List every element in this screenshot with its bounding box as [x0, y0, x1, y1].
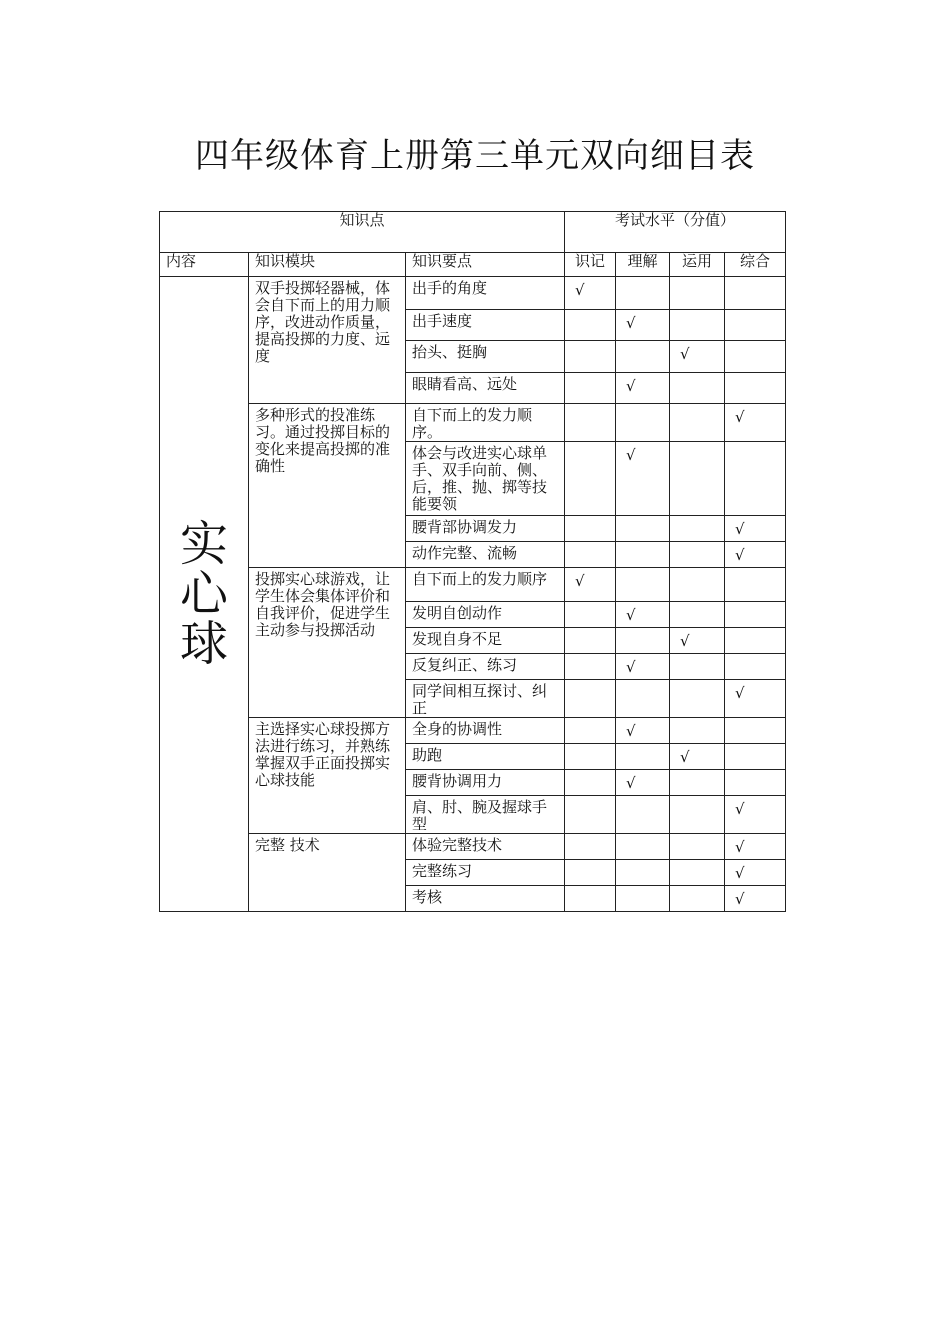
header-row-2: [160, 253, 786, 277]
module-cell: 完整 技术: [249, 834, 406, 912]
level-cell: [565, 718, 616, 744]
module-cell: 主选择实心球投掷方法进行练习，并熟练掌握双手正面投掷实心球技能: [249, 718, 406, 834]
level-cell: [670, 568, 725, 602]
spec-table: [159, 211, 786, 912]
level-cell: [670, 404, 725, 442]
module-cell: 多种形式的投准练习。通过投掷目标的变化来提高投掷的准确性: [249, 404, 406, 568]
level-cell: [725, 442, 786, 516]
level-cell: [670, 834, 725, 860]
point-cell: 自下而上的发力顺序。: [406, 404, 565, 442]
check-mark: √: [626, 377, 636, 395]
point-cell: 眼睛看高、远处: [406, 373, 565, 404]
table-row: [160, 404, 786, 442]
check-mark: √: [626, 606, 636, 624]
level-cell: [565, 568, 616, 602]
point-cell: 动作完整、流畅: [406, 542, 565, 568]
check-mark: √: [626, 658, 636, 676]
point-cell: 考核: [406, 886, 565, 912]
level-cell: [565, 680, 616, 718]
level-cell: [616, 404, 670, 442]
level-cell: [616, 654, 670, 680]
level-cell: [565, 373, 616, 404]
level-cell: [616, 568, 670, 602]
level-cell: [670, 886, 725, 912]
header-points: 知识要点: [406, 253, 565, 277]
check-mark: √: [735, 864, 745, 882]
table-row: [160, 718, 786, 744]
table-row: [160, 834, 786, 860]
check-mark: √: [680, 345, 690, 363]
level-cell: [670, 680, 725, 718]
point-cell: 发现自身不足: [406, 628, 565, 654]
header-knowledge: 知识点: [160, 212, 565, 253]
check-mark: √: [575, 281, 585, 299]
level-cell: [670, 744, 725, 770]
level-cell: [616, 744, 670, 770]
level-cell: [670, 310, 725, 341]
level-cell: [725, 834, 786, 860]
level-cell: [565, 860, 616, 886]
level-cell: [670, 442, 725, 516]
level-cell: [616, 886, 670, 912]
point-cell: 体验完整技术: [406, 834, 565, 860]
point-cell: 出手速度: [406, 310, 565, 341]
level-cell: [565, 628, 616, 654]
header-module: 知识模块: [249, 253, 406, 277]
level-cell: [670, 516, 725, 542]
level-cell: [616, 442, 670, 516]
level-cell: [725, 277, 786, 310]
level-cell: [725, 744, 786, 770]
header-exam-level: 考试水平（分值）: [565, 212, 786, 253]
level-cell: [565, 796, 616, 834]
level-cell: [565, 770, 616, 796]
level-cell: [565, 886, 616, 912]
level-cell: [565, 654, 616, 680]
level-cell: [725, 796, 786, 834]
point-cell: 发明自创动作: [406, 602, 565, 628]
point-cell: 腰背协调用力: [406, 770, 565, 796]
level-cell: [616, 341, 670, 373]
header-apply: 运用: [670, 253, 725, 277]
level-cell: [565, 516, 616, 542]
level-cell: [616, 373, 670, 404]
check-mark: √: [626, 314, 636, 332]
header-composite: 综合: [725, 253, 786, 277]
level-cell: [725, 680, 786, 718]
level-cell: [670, 602, 725, 628]
point-cell: 反复纠正、练习: [406, 654, 565, 680]
level-cell: [565, 277, 616, 310]
level-cell: [565, 542, 616, 568]
level-cell: [616, 680, 670, 718]
level-cell: [725, 718, 786, 744]
level-cell: [616, 860, 670, 886]
point-cell: 抬头、挺胸: [406, 341, 565, 373]
level-cell: [670, 654, 725, 680]
check-mark: √: [735, 838, 745, 856]
module-cell: 双手投掷轻器械，体会自下而上的用力顺序，改进动作质量，提高投掷的力度、远度: [249, 277, 406, 404]
check-mark: √: [626, 446, 636, 464]
level-cell: [565, 602, 616, 628]
header-understand: 理解: [616, 253, 670, 277]
check-mark: √: [735, 408, 745, 426]
content-char: 心: [179, 566, 228, 622]
point-cell: 全身的协调性: [406, 718, 565, 744]
level-cell: [616, 834, 670, 860]
check-mark: √: [680, 632, 690, 650]
check-mark: √: [626, 774, 636, 792]
point-cell: 肩、肘、腕及握球手型: [406, 796, 565, 834]
check-mark: √: [735, 890, 745, 908]
point-cell: 同学间相互探讨、纠正: [406, 680, 565, 718]
level-cell: [616, 718, 670, 744]
level-cell: [670, 373, 725, 404]
level-cell: [670, 277, 725, 310]
content-char: 实: [179, 516, 228, 572]
level-cell: [670, 770, 725, 796]
level-cell: [616, 796, 670, 834]
content-char: 球: [179, 616, 228, 672]
check-mark: √: [575, 572, 585, 590]
level-cell: [725, 310, 786, 341]
check-mark: √: [680, 748, 690, 766]
level-cell: [725, 542, 786, 568]
level-cell: [565, 404, 616, 442]
level-cell: [565, 310, 616, 341]
level-cell: [725, 860, 786, 886]
level-cell: [725, 628, 786, 654]
point-cell: 体会与改进实心球单 手、双手向前、侧、后，推、抛、掷等技能要领: [406, 442, 565, 516]
level-cell: [670, 628, 725, 654]
header-recall: 识记: [565, 253, 616, 277]
level-cell: [725, 654, 786, 680]
table-row: [160, 568, 786, 602]
level-cell: [616, 628, 670, 654]
header-row-1: [160, 212, 786, 253]
level-cell: [616, 277, 670, 310]
table-row: [160, 277, 786, 310]
page-title: 四年级体育上册第三单元双向细目表: [195, 136, 755, 176]
check-mark: √: [626, 722, 636, 740]
level-cell: [725, 886, 786, 912]
module-cell: 投掷实心球游戏，让学生体会集体评价和自我评价，促进学生主动参与投掷活动: [249, 568, 406, 718]
level-cell: [725, 341, 786, 373]
check-mark: √: [735, 520, 745, 538]
point-cell: 助跑: [406, 744, 565, 770]
level-cell: [670, 860, 725, 886]
check-mark: √: [735, 546, 745, 564]
level-cell: [725, 373, 786, 404]
point-cell: 出手的角度: [406, 277, 565, 310]
level-cell: [565, 341, 616, 373]
level-cell: [670, 341, 725, 373]
level-cell: [565, 744, 616, 770]
content-cell: [160, 277, 249, 912]
level-cell: [725, 404, 786, 442]
point-cell: 完整练习: [406, 860, 565, 886]
level-cell: [725, 568, 786, 602]
point-cell: 腰背部协调发力: [406, 516, 565, 542]
level-cell: [670, 796, 725, 834]
level-cell: [670, 542, 725, 568]
point-cell: 自下而上的发力顺序: [406, 568, 565, 602]
level-cell: [616, 516, 670, 542]
check-mark: √: [735, 800, 745, 818]
level-cell: [616, 770, 670, 796]
level-cell: [616, 602, 670, 628]
level-cell: [725, 770, 786, 796]
level-cell: [616, 542, 670, 568]
level-cell: [725, 516, 786, 542]
level-cell: [616, 310, 670, 341]
level-cell: [565, 442, 616, 516]
level-cell: [670, 718, 725, 744]
header-content: 内容: [160, 253, 249, 277]
level-cell: [565, 834, 616, 860]
level-cell: [725, 602, 786, 628]
check-mark: √: [735, 684, 745, 702]
